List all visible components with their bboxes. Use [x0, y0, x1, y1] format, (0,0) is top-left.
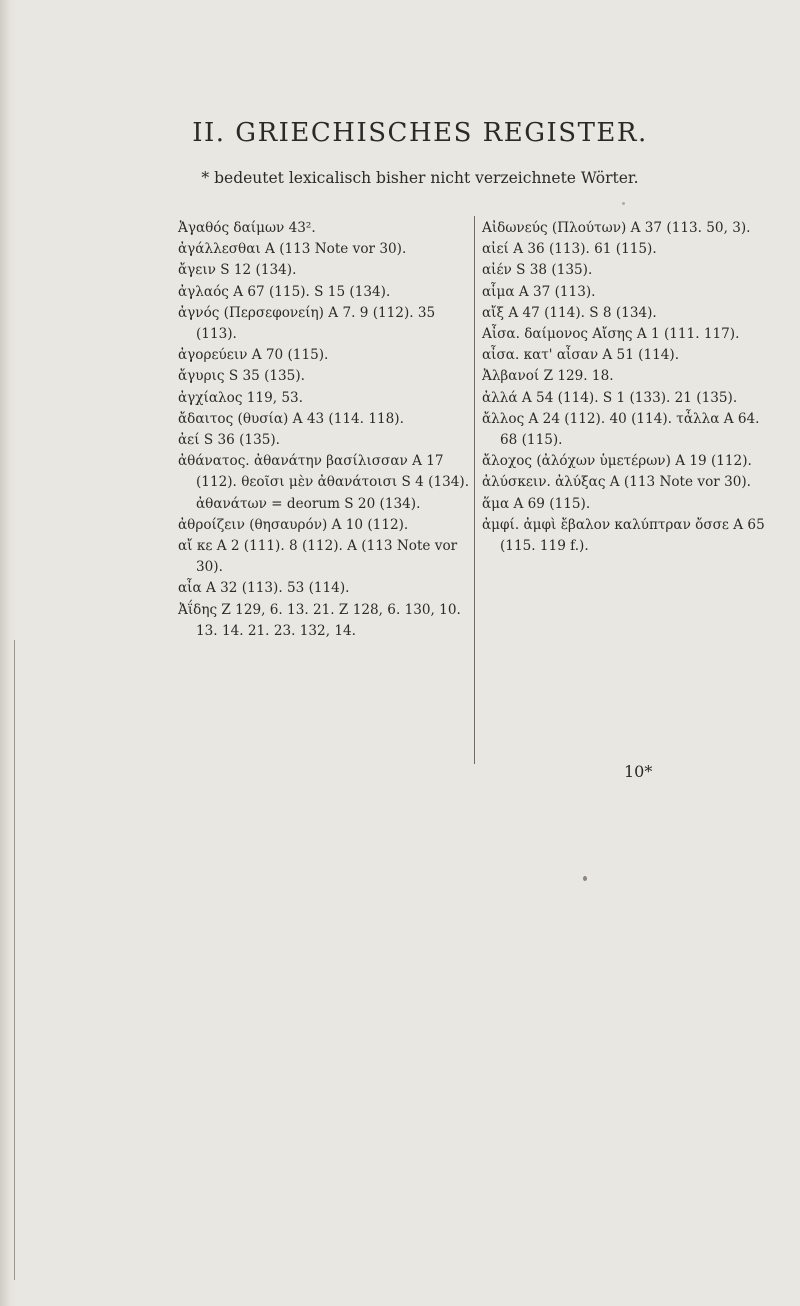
register-entry: αἴ κε A 2 (111). 8 (112). A (113 Note vor 30). — [178, 538, 458, 576]
register-entry: αἶα A 32 (113). 53 (114). — [178, 580, 350, 597]
register-entry: αἰέν S 38 (135). — [482, 262, 593, 279]
register-entry: ἀγάλλεσθαι A (113 Note vor 30). — [178, 241, 407, 258]
register-entry: Ἀΐδης Z 129, 6. 13. 21. Z 128, 6. 130, 10. 13. 14. 21. 23. 132, 14. — [178, 601, 461, 639]
register-entry: αἴξ A 47 (114). S 8 (134). — [482, 304, 657, 321]
print-speck — [583, 876, 587, 881]
register-entry: ἄλλος A 24 (112). 40 (114). τἆλλα A 64. 68 (115). — [482, 410, 760, 449]
register-entry: ἀμφί. ἀμφὶ ἔβαλον καλύπτραν ὄσσε A 65 (115. 119 f.). — [482, 516, 765, 555]
column-divider — [474, 216, 475, 764]
register-entry: ἀεί S 36 (135). — [178, 432, 280, 449]
register-entry: Αἶσα. δαίμονος Αἴσης A 1 (111. 117). — [482, 326, 740, 343]
register-entry: ἀγχίαλος 119, 53. — [178, 389, 303, 406]
register-entry: ἄλοχος (ἀλόχων ὑμετέρων) A 19 (112). — [482, 453, 752, 470]
register-entry: ἀγορεύειν A 70 (115). — [178, 347, 329, 364]
register-column-right — [482, 218, 780, 557]
print-speck — [622, 202, 625, 205]
section-heading: II. GRIECHISCHES REGISTER. — [192, 118, 648, 148]
register-entry: ἀγλαός A 67 (115). S 15 (134). — [178, 283, 391, 300]
page-number: 10* — [624, 762, 653, 781]
register-entry: ἀλλά A 54 (114). S 1 (133). 21 (135). — [482, 389, 738, 406]
register-entry: Αἰδωνεύς (Πλούτων) A 37 (113. 50, 3). — [482, 220, 751, 236]
page-edge-shadow — [0, 0, 18, 1306]
register-entry: ἅμα A 69 (115). — [482, 495, 591, 512]
asterisk-note: * bedeutet lexicalisch bisher nicht verzeichnete Wörter. — [201, 169, 639, 187]
register-entry: αἶσα. κατ' αἶσαν A 51 (114). — [482, 347, 680, 364]
register-entry: ἄδαιτος (θυσία) A 43 (114. 118). — [178, 410, 404, 427]
register-entry: αἷμα A 37 (113). — [482, 283, 596, 300]
register-entry: Ἀγαθός δαίμων 43². — [178, 220, 316, 236]
register-column-left — [178, 218, 470, 642]
register-entry: ἄγυρις S 35 (135). — [178, 368, 305, 385]
register-entry: ἀθάνατος. ἀθανάτην βασίλισσαν A 17 (112). θεοῖσι μὲν ἀθανάτοισι S 4 (134). ἀθανάτων = deorum S 20 (134). — [178, 453, 470, 512]
register-entry: ἀγνός (Περσεφονείη) A 7. 9 (112). 35 (113). — [178, 304, 436, 343]
register-entry: ἄγειν S 12 (134). — [178, 262, 297, 279]
register-entry: αἰεί A 36 (113). 61 (115). — [482, 241, 657, 258]
register-entry: ἀλύσκειν. ἀλύξας A (113 Note vor 30). — [482, 474, 751, 491]
register-entry: Ἀλβανοί Z 129. 18. — [482, 368, 614, 385]
register-entry: ἀθροίζειν (θησαυρόν) A 10 (112). — [178, 516, 409, 533]
binding-line — [14, 640, 15, 1280]
